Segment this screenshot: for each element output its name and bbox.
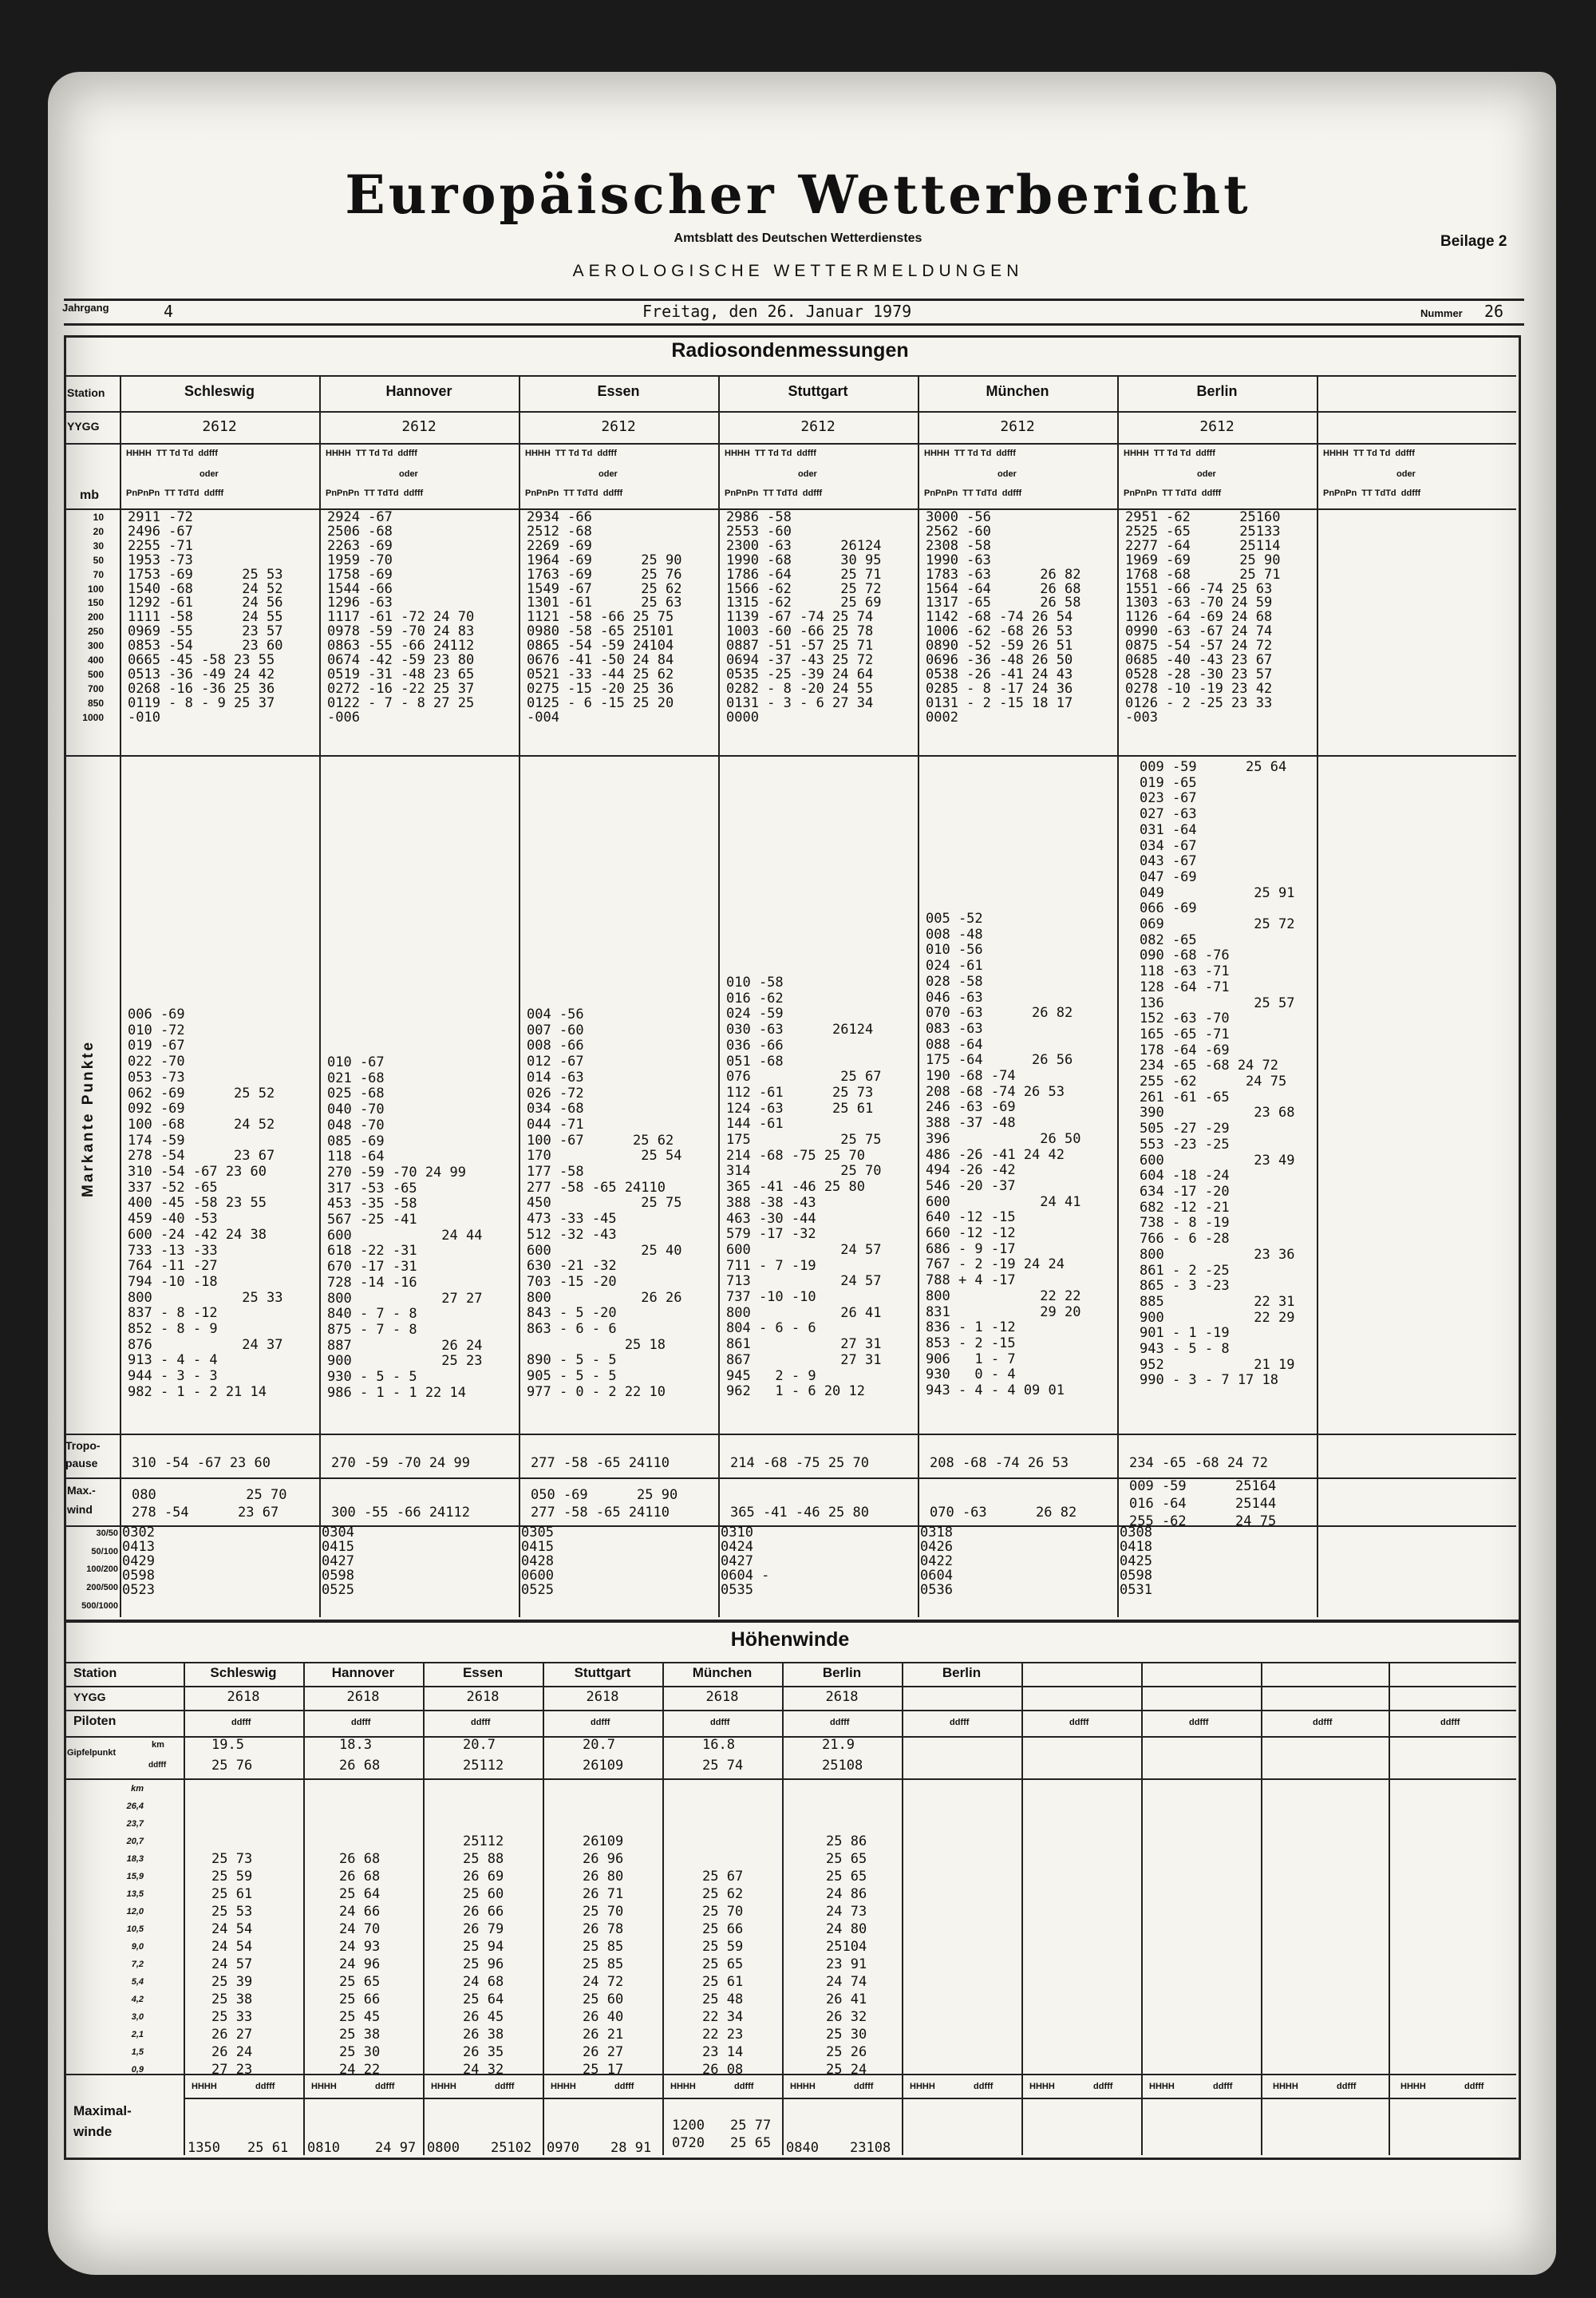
column-head-bottom: PnPnPn TT TdTd ddfff [525,488,623,498]
hoehenwinde-title: Höhenwinde [730,1628,850,1651]
ddfff-head: ddfff [974,2082,994,2091]
wind-station-name: Stuttgart [574,1665,631,1680]
hhhh-head: HHHH [670,2082,696,2091]
col-rule [902,1662,903,2155]
wind-profile-data: 25 73 25 59 25 61 25 53 24 54 24 54 24 57 25 39 25 38 25 33 26 27 26 24 27 23 [211,1851,253,2078]
maximalwinde-label: Maximal- winde [73,2103,132,2139]
layer-thickness-data: 0302 0413 0429 0598 0523 [122,1525,155,1598]
gipfelpunkt-label: Gipfelpunkt [67,1748,117,1758]
col-rule [319,375,321,1617]
column-head-bottom: PnPnPn TT TdTd ddfff [725,488,823,498]
ddfff-head: ddfff [591,1718,610,1727]
issue-date: Freitag, den 26. Januar 1979 [642,302,912,321]
station-name: Schleswig [184,383,255,399]
layer-thickness-data: 0304 0415 0427 0598 0525 [322,1525,354,1598]
tropopause-data: 277 -58 -65 24110 [531,1455,670,1471]
col-rule [519,375,520,1617]
hhhh-head: HHHH [1149,2082,1175,2091]
tropopause-data: 208 -68 -74 26 53 [930,1455,1069,1471]
nummer-label: Nummer [1420,307,1463,319]
row-rule [64,1686,1516,1687]
ddfff-head: ddfff [830,1718,850,1727]
ddfff-head: ddfff [1189,1718,1209,1727]
ddfff-head: ddfff [1069,1718,1089,1727]
hhhh-head: HHHH [431,2082,456,2091]
row-rule [64,755,1516,757]
wind-profile-data: 26109 26 96 26 80 26 71 25 70 26 78 25 85 25 85 24 72 25 60 26 40 26 21 26 27 25 17 [583,1833,624,2078]
maximal-dd: 28 91 [610,2140,652,2156]
hhhh-head: HHHH [311,2082,337,2091]
column-head-bottom: PnPnPn TT TdTd ddfff [326,488,424,498]
ddfff-head: ddfff [351,1718,371,1727]
layer-thickness-data: 0305 0415 0428 0600 0525 [521,1525,554,1598]
maximal-dd: 25102 [491,2140,532,2156]
col-rule [782,1662,784,2155]
ddfff-head: ddfff [1464,2082,1484,2091]
column-head-bottom: PnPnPn TT TdTd ddfff [1323,488,1421,498]
yygg-value: 2612 [1199,418,1235,435]
station-name: Essen [597,383,640,399]
maximal-hhhh: 0970 [547,2140,579,2156]
row-rule [64,443,1516,445]
ddfff-head: ddfff [231,1718,251,1727]
station-name: Hannover [385,383,452,399]
wind-profile-data: 25112 25 88 26 69 25 60 26 66 26 79 25 94 25 96 24 68 25 64 26 45 26 38 26 35 24 32 [463,1833,504,2078]
yygg-value: 2612 [1000,418,1035,435]
station-label: Station [67,386,105,399]
col-rule [1389,1662,1390,2155]
column-head-mid: oder [598,469,618,479]
gipfel-km: 18.3 [339,1737,372,1753]
tropopause-data: 214 -68 -75 25 70 [730,1455,869,1471]
row-rule [64,1477,1516,1479]
column-head-bottom: PnPnPn TT TdTd ddfff [1124,488,1222,498]
pressure-levels: 10 20 30 50 70 100 150 200 250 300 400 500 700 850 1000 [82,512,104,723]
maxwind-data: 009 -59 25164 016 -64 25144 255 -62 24 75 [1129,1478,1277,1529]
yygg-value: 2612 [601,418,636,435]
col-rule [1141,1662,1143,2155]
ddfff-head: ddfff [495,2082,515,2091]
col-rule [718,375,720,1617]
maxwind-data: 070 -63 26 82 [930,1505,1077,1521]
maximal-hhhh: 0810 [307,2140,340,2156]
hhhh-head: HHHH [1400,2082,1426,2091]
maximal-hhhh: 0800 [427,2140,460,2156]
maximal-dd: 25 77 25 65 [730,2118,772,2151]
column-head-bottom: PnPnPn TT TdTd ddfff [924,488,1022,498]
row-rule [64,2074,1516,2075]
wind-yygg-value: 2618 [466,1689,500,1705]
station-name: Berlin [1196,383,1238,399]
wind-station-name: Schleswig [210,1665,277,1680]
tropopause-data: 310 -54 -67 23 60 [132,1455,271,1471]
page-subtitle: Amtsblatt des Deutschen Wetterdienstes [674,231,922,245]
gipfel-km: 16.8 [702,1737,735,1753]
standard-levels-data: 2934 -66 2512 -68 2269 -69 1964 -69 25 90 1763 -69 25 76 1549 -67 25 62 1301 -61 25 63 1121 -58 -66 25 75 0980 -58 -65 25101 0865 -54 -59 24104 0676 -41 -50 24 84 0521 -33 -44 25 62 0275 -15 -20 25 36 0125 - 6 -15 25 20 -004 [527,509,682,726]
column-head-mid: oder [998,469,1017,479]
column-head-top: HHHH TT Td Td ddfff [1323,449,1415,458]
wind-yygg-value: 2618 [346,1689,380,1705]
row-rule [64,1710,1516,1711]
ddfff-head: ddfff [375,2082,395,2091]
gipfel-km: 21.9 [822,1737,855,1753]
jahrgang-value: 4 [164,302,174,321]
yygg-label: YYGG [67,420,100,433]
column-head-top: HHHH TT Td Td ddfff [525,449,617,458]
row-rule [64,1736,1516,1738]
ddfff-head: ddfff [614,2082,634,2091]
maximal-dd: 23108 [850,2140,891,2156]
col-rule [1021,1662,1023,2155]
col-rule [184,1662,185,2155]
hhhh-head: HHHH [551,2082,576,2091]
wind-yygg-label: YYGG [73,1691,106,1703]
wind-station-name: Essen [462,1665,504,1680]
wind-yygg-value: 2618 [705,1689,739,1705]
column-head-mid: oder [1197,469,1216,479]
wind-station-name: Berlin [822,1665,862,1680]
station-name: Stuttgart [788,383,848,399]
wind-profile-data: 25 67 25 62 25 70 25 66 25 59 25 65 25 61 25 48 22 34 22 23 23 14 26 08 [702,1869,744,2078]
piloten-label: Piloten [73,1715,117,1728]
section-heading: AEROLOGISCHE WETTERMELDUNGEN [572,262,1024,280]
standard-levels-data: 2986 -58 2553 -60 2300 -63 26124 1990 -68 30 95 1786 -64 25 71 1566 -62 25 72 1315 -62 25 69 1139 -67 -74 25 74 1003 -60 -66 25 78 0887 -51 -57 25 71 0694 -37 -43 25 72 0535 -25 -39 24 64 0282 - 8 -20 24 55 0131 - 3 - 6 27 34 0000 [726,509,882,726]
maxwind-data: 300 -55 -66 24112 [331,1505,470,1521]
row-rule [184,2098,1516,2099]
col-rule [918,375,919,1617]
maximal-dd: 24 97 [375,2140,417,2156]
maxwind-data: 365 -41 -46 25 80 [730,1505,869,1521]
wind-yygg-value: 2618 [586,1689,619,1705]
gipfel-dd: 26109 [583,1758,624,1774]
ddfff-head: ddfff [471,1718,491,1727]
gipfel-km-label: km [152,1740,164,1750]
row-rule [64,1778,1516,1780]
markante-punkte-data: 006 -69 010 -72 019 -67 022 -70 053 -73 062 -69 25 52 092 -69 100 -68 24 52 174 -59 278 -54 23 67 310 -54 -67 23 60 337 -52 -65 400 -45 -58 23 55 459 -40 -53 600 -24 -42 24 38 733 -13 -33 764 -11 -27 794 -10 -18 800 25 33 837 - 8 -12 852 - 8 - 9 876 24 37 913 - 4 - 4 944 - 3 - 3 982 - 1 - 2 21 14 [128,1007,283,1400]
beilage-label: Beilage 2 [1440,233,1507,250]
hhhh-head: HHHH [1029,2082,1055,2091]
jahrgang-label: Jahrgang [62,302,109,314]
maximal-hhhh: 1200 0720 [672,2118,705,2151]
col-rule [1261,1662,1262,2155]
tropopause-label: Tropo- pause [65,1439,101,1469]
gipfel-dd: 25108 [822,1758,863,1774]
header-rule-top [64,299,1524,301]
radiosonde-title: Radiosondenmessungen [671,339,909,362]
nummer-value: 26 [1484,302,1504,321]
layer-thickness-data: 0310 0424 0427 0604 - 0535 [721,1525,770,1598]
tropopause-data: 270 -59 -70 24 99 [331,1455,470,1471]
column-head-top: HHHH TT Td Td ddfff [1124,449,1215,458]
ddfff-head: ddfff [1313,1718,1333,1727]
col-rule [662,1662,664,2155]
ddfff-head: ddfff [734,2082,754,2091]
column-head-bottom: PnPnPn TT TdTd ddfff [126,488,224,498]
column-head-mid: oder [399,469,418,479]
markante-punkte-data: 010 -58 016 -62 024 -59 030 -63 26124 036 -66 051 -68 076 25 67 112 -61 25 73 124 -63 25 61 144 -61 175 25 75 214 -68 -75 25 70 314 25 70 365 -41 -46 25 80 388 -38 -43 463 -30 -44 579 -17 -32 600 24 57 711 - 7 -19 713 24 57 737 -10 -10 800 26 41 804 - 6 - 6 861 27 31 867 27 31 945 2 - 9 962 1 - 6 20 12 [726,975,882,1400]
row-rule [64,411,1516,413]
hhhh-head: HHHH [192,2082,217,2091]
ddfff-head: ddfff [1093,2082,1113,2091]
layer-thickness-data: 0318 0426 0422 0604 0536 [920,1525,953,1598]
col-rule [423,1662,425,2155]
maximal-hhhh: 0840 [786,2140,819,2156]
column-head-mid: oder [798,469,817,479]
standard-levels-data: 2924 -67 2506 -68 2263 -69 1959 -70 1758 -69 1544 -66 1296 -63 1117 -61 -72 24 70 0978 -59 -70 24 83 0863 -55 -66 24112 0674 -42 -59 23 80 0519 -31 -48 23 65 0272 -16 -22 25 37 0122 - 7 - 8 27 25 -006 [327,509,475,726]
wind-profile-data: 26 68 26 68 25 64 24 66 24 70 24 93 24 96 25 65 25 66 25 45 25 38 25 30 24 22 [339,1851,381,2078]
col-rule [1117,375,1119,1617]
gipfel-km: 20.7 [463,1737,496,1753]
gipfel-dd: 25112 [463,1758,504,1774]
ddfff-head: ddfff [710,1718,730,1727]
layer-thickness-data: 0308 0418 0425 0598 0531 [1120,1525,1152,1598]
ddfff-head: ddfff [1213,2082,1233,2091]
column-head-top: HHHH TT Td Td ddfff [725,449,816,458]
wind-yygg-value: 2618 [825,1689,859,1705]
wind-station-name: München [692,1665,753,1680]
yygg-value: 2612 [202,418,237,435]
row-rule [64,375,1516,377]
maxwind-data: 080 25 70 278 -54 23 67 [132,1487,287,1521]
gipfel-dd: 25 76 [211,1758,253,1774]
column-head-top: HHHH TT Td Td ddfff [924,449,1016,458]
ddfff-head: ddfff [1440,1718,1460,1727]
gipfel-dd: 26 68 [339,1758,381,1774]
altitude-levels: km 26,4 23,7 20,7 18,3 15,9 13,5 12,0 10,5 9,0 7,2 5,4 4,2 3,0 2,1 1,5 0,9 [126,1784,144,2075]
ddfff-head: ddfff [1337,2082,1357,2091]
yygg-value: 2612 [401,418,437,435]
markante-punkte-data: 005 -52 008 -48 010 -56 024 -61 028 -58 046 -63 070 -63 26 82 083 -63 088 -64 175 -64 26 56 190 -68 -74 208 -68 -74 26 53 246 -63 -69 388 -37 -48 396 26 50 486 -26 -41 24 42 494 -26 -42 546 -20 -37 600 24 41 640 -12 -15 660 -12 -12 686 - 9 -17 767 - 2 -19 24 24 788 + 4 -17 800 22 22 831 29 20 836 - 1 -12 853 - 2 -15 906 1 - 7 930 0 - 4 943 - 4 - 4 09 01 [926,911,1081,1399]
wind-yygg-value: 2618 [227,1689,260,1705]
maximal-hhhh: 1350 [188,2140,220,2156]
wind-station-name: Hannover [331,1665,395,1680]
header-rule-bottom [64,323,1524,326]
gipfel-km: 19.5 [211,1737,244,1753]
col-rule [543,1662,544,2155]
wind-station-label: Station [73,1667,117,1680]
row-rule [64,1662,1516,1663]
row-rule [64,1434,1516,1435]
column-head-mid: oder [1396,469,1416,479]
col-rule [120,375,121,1617]
maximal-dd: 25 61 [247,2140,289,2156]
wind-station-name: Berlin [942,1665,982,1680]
col-rule [1317,375,1318,1617]
markante-punkte-label: Markante Punkte [80,1039,97,1197]
markante-punkte-data: 010 -67 021 -68 025 -68 040 -70 048 -70 085 -69 118 -64 270 -59 -70 24 99 317 -53 -65 453 -35 -58 567 -25 -41 600 24 44 618 -22 -31 670 -17 -31 728 -14 -16 800 27 27 840 - 7 - 8 875 - 7 - 8 887 26 24 900 25 23 930 - 5 - 5 986 - 1 - 1 22 14 [327,1054,483,1401]
ddfff-head: ddfff [255,2082,275,2091]
standard-levels-data: 2951 -62 25160 2525 -65 25133 2277 -64 25114 1969 -69 25 90 1768 -68 25 71 1551 -66 -74 25 63 1303 -63 -70 24 59 1126 -64 -69 24 68 0990 -63 -67 24 74 0875 -54 -57 24 72 0685 -40 -43 23 67 0528 -28 -30 23 57 0278 -10 -19 23 42 0126 - 2 -25 23 33 -003 [1125,509,1281,726]
wind-profile-data: 25 86 25 65 25 65 24 86 24 73 24 80 25104 23 91 24 74 26 41 26 32 25 30 25 26 25 24 [826,1833,867,2078]
page-title: Europäischer Wetterbericht [345,164,1251,226]
mb-label: mb [80,488,99,502]
standard-levels-data: 2911 -72 2496 -67 2255 -71 1953 -73 1753 -69 25 53 1540 -68 24 52 1292 -61 24 56 1111 -58 24 55 0969 -55 23 57 0853 -54 23 60 0665 -45 -58 23 55 0513 -36 -49 24 42 0268 -16 -36 25 36 0119 - 8 - 9 25 37 -010 [128,509,283,726]
maxwind-label: Max.- wind [67,1484,96,1516]
col-rule [303,1662,305,2155]
column-head-top: HHHH TT Td Td ddfff [126,449,218,458]
maxwind-data: 050 -69 25 90 277 -58 -65 24110 [531,1487,678,1521]
gipfel-dd-label: ddfff [148,1761,167,1770]
gipfel-km: 20.7 [583,1737,615,1753]
column-head-top: HHHH TT Td Td ddfff [326,449,417,458]
column-head-mid: oder [200,469,219,479]
standard-levels-data: 3000 -56 2562 -60 2308 -58 1990 -63 1783 -63 26 82 1564 -64 26 68 1317 -65 26 58 1142 -68 -74 26 54 1006 -62 -68 26 53 0890 -52 -59 26 51 0696 -36 -48 26 50 0538 -26 -41 24 43 0285 - 8 -17 24 36 0131 - 2 -15 18 17 0002 [926,509,1081,726]
yygg-value: 2612 [800,418,836,435]
markante-punkte-data: 004 -56 007 -60 008 -66 012 -67 014 -63 026 -72 034 -68 044 -71 100 -67 25 62 170 25 54 177 -58 277 -58 -65 24110 450 25 75 473 -33 -45 512 -32 -43 600 25 40 630 -21 -32 703 -15 -20 800 26 26 843 - 5 -20 863 - 6 - 6 25 18 890 - 5 - 5 905 - 5 - 5 977 - 0 - 2 22 10 [527,1007,682,1400]
hhhh-head: HHHH [790,2082,816,2091]
row-rule [64,1525,1516,1527]
layer-labels: 30/50 50/100 100/200 200/500 500/1000 [81,1529,118,1611]
station-name: München [986,383,1049,399]
tropopause-data: 234 -65 -68 24 72 [1129,1455,1268,1471]
hhhh-head: HHHH [910,2082,935,2091]
ddfff-head: ddfff [854,2082,874,2091]
hhhh-head: HHHH [1273,2082,1298,2091]
ddfff-head: ddfff [950,1718,970,1727]
markante-punkte-data: 009 -59 25 64 019 -65 023 -67 027 -63 031 -64 034 -67 043 -67 047 -69 049 25 91 066 -69 069 25 72 082 -65 090 -68 -76 118 -63 -71 128 -64 -71 136 25 57 152 -63 -70 165 -65 -71 178 -64 -69 234 -65 -68 24 72 255 -62 24 75 261 -61 -65 390 23 68 505 -27 -29 553 -23 -25 600 23 49 604 -18 -24 634 -17 -20 682 -12 -21 738 - 8 -19 766 - 6 -28 800 23 36 861 - 2 -25 865 - 3 -23 885 22 31 900 22 29 901 - 1 -19 943 - 5 - 8 952 21 19 990 - 3 - 7 17 18 [1140,759,1295,1389]
gipfel-dd: 25 74 [702,1758,744,1774]
